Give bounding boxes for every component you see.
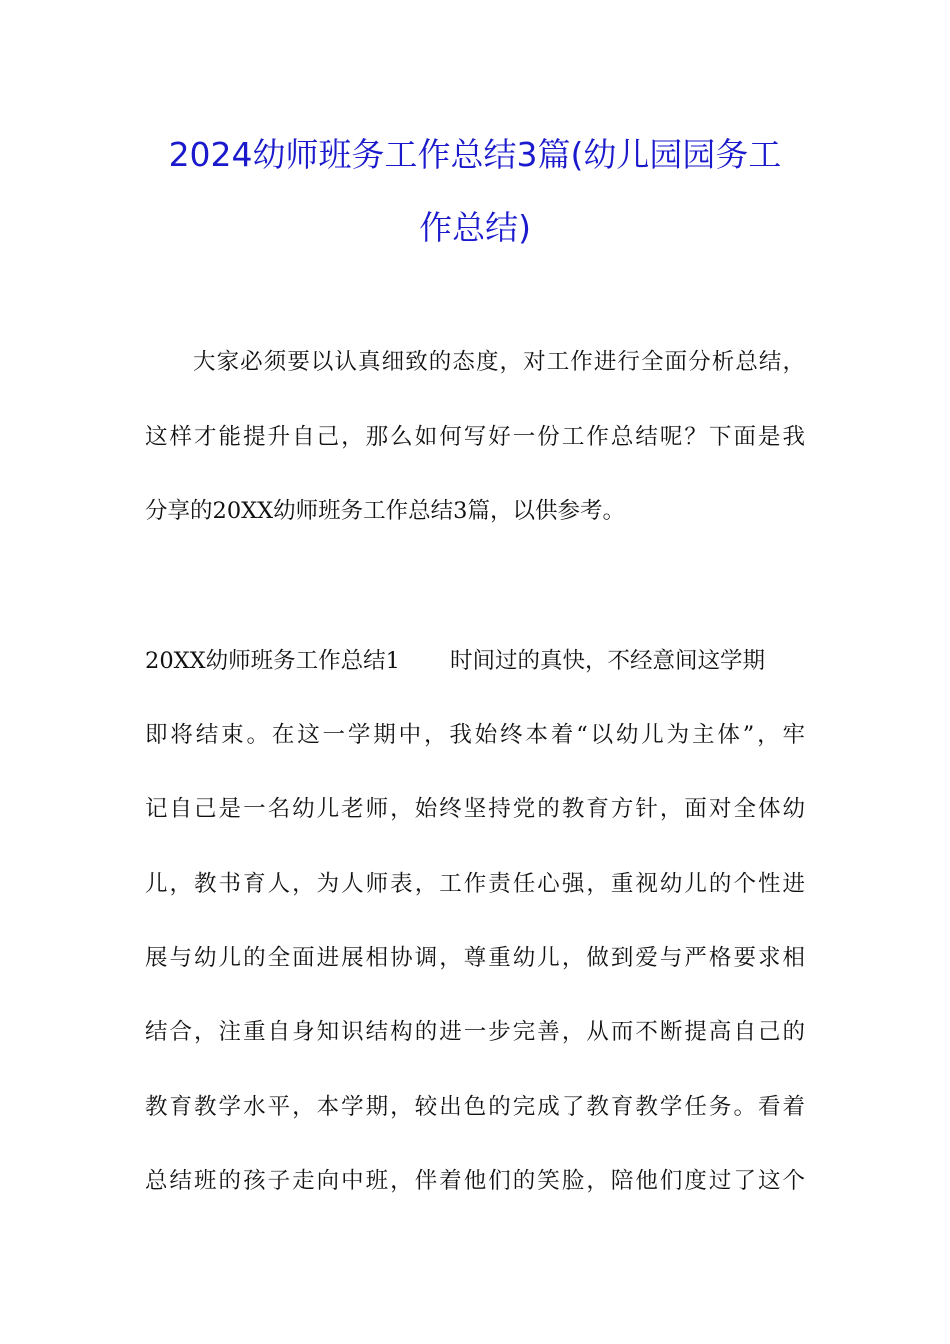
section-paragraph-line: 结合，注重自身知识结构的进一步完善，从而不断提高自己的 — [145, 1019, 805, 1045]
document-title-line-1: 2024幼师班务工作总结3篇(幼儿园园务工 — [168, 135, 782, 174]
section-paragraph-line: 即将结束。在这一学期中，我始终本着“以幼儿为主体”，牢 — [145, 722, 805, 748]
section-paragraph-start: 时间过的真快，不经意间这学期 — [449, 648, 765, 674]
section-paragraph-line: 展与幼儿的全面进展相协调，尊重幼儿，做到爱与严格要求相 — [145, 945, 805, 971]
section-paragraph-line: 儿，教书育人，为人师表，工作责任心强，重视幼儿的个性进 — [145, 871, 805, 897]
section-paragraph-line: 教育教学水平，本学期，较出色的完成了教育教学任务。看着 — [145, 1094, 805, 1120]
intro-paragraph-line: 大家必须要以认真细致的态度，对工作进行全面分析总结， — [193, 349, 805, 375]
section-paragraph-line: 记自己是一名幼儿老师，始终坚持党的教育方针，面对全体幼 — [145, 796, 805, 822]
intro-paragraph-line: 分享的20XX幼师班务工作总结3篇，以供参考。 — [145, 498, 625, 524]
section-heading: 20XX幼师班务工作总结1 — [145, 648, 400, 674]
document-title-line-2: 作总结) — [419, 208, 531, 247]
section-first-line — [145, 648, 805, 674]
section-paragraph-line: 总结班的孩子走向中班，伴着他们的笑脸，陪他们度过了这个 — [145, 1168, 805, 1194]
intro-paragraph-line: 这样才能提升自己，那么如何写好一份工作总结呢？下面是我 — [145, 424, 805, 450]
